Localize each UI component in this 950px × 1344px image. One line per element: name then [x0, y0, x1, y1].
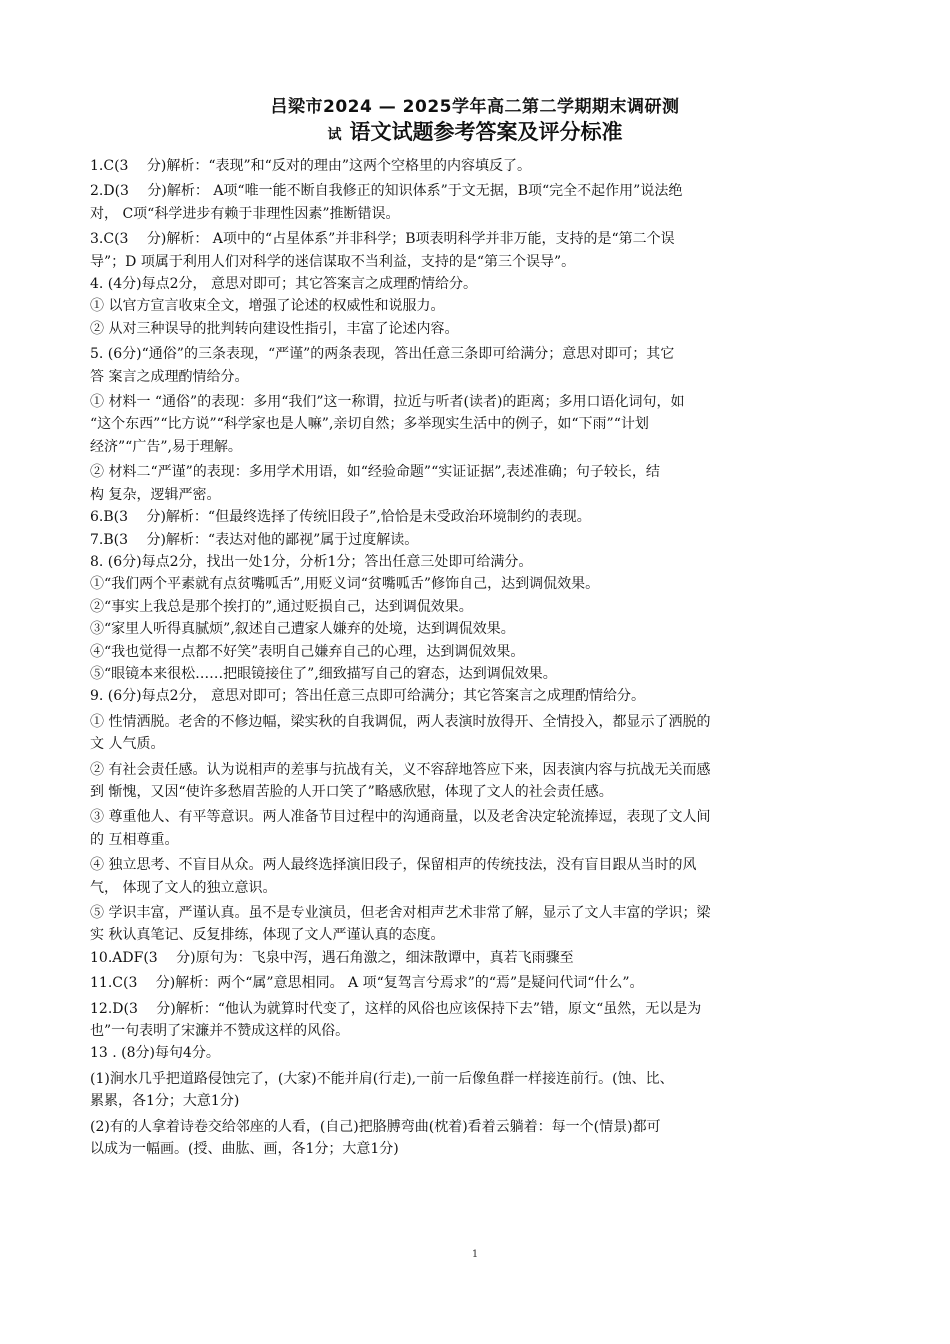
answer-line: 导”；D 项属于利用人们对科学的迷信谋取不当利益，支持的是“第三个误导”。 [90, 253, 576, 270]
answer-line: 累累，各1分；大意1分) [90, 1093, 240, 1110]
page-number: 1 [471, 1249, 479, 1260]
answer-line: ②“事实上我总是那个挨打的”,通过贬损自己，达到调侃效果。 [90, 598, 473, 615]
answer-line: 经济”“广告”,易于理解。 [90, 438, 242, 455]
document-title-line1: 吕梁市2024 — 2025学年高二第二学期期末调研测 [270, 97, 680, 117]
answer-line: 的 互相尊重。 [90, 831, 179, 848]
answer-line: 实 秋认真笔记、反复排练，体现了文人严谨认真的态度。 [90, 927, 445, 944]
answer-line: ④“我也觉得一点都不好笑”表明自己嫌弃自己的心理，达到调侃效果。 [90, 643, 525, 660]
answer-line: 对， C项“科学进步有赖于非理性因素”推断错误。 [90, 205, 400, 222]
answer-line: 5. (6分)“通俗”的三条表现，“严谨”的两条表现，答出任意三条即可给满分；意思对即可；其它 [90, 346, 675, 363]
answer-line: ① 性情洒脱。老舍的不修边幅，梁实秋的自我调侃，两人表演时放得开、全情投入，都显示了洒脱的 [90, 713, 711, 730]
answer-line: ③“家里人听得真腻烦”,叙述自己遭家人嫌弃的处境，达到调侃效果。 [90, 621, 515, 638]
answer-line: 4. (4分)每点2分， 意思对即可；其它答案言之成理酌情给分。 [90, 276, 477, 293]
answer-line: 8. (6分)每点2分，找出一处1分，分析1分；答出任意三处即可给满分。 [90, 553, 533, 570]
answer-line: ①“我们两个平素就有点贫嘴呱舌”,用贬义词“贫嘴呱舌”修饰自己，达到调侃效果。 [90, 576, 600, 593]
answer-content [90, 155, 860, 1160]
answer-line: (2)有的人拿着诗卷交给邻座的人看，(自己)把胳膊弯曲(枕着)看着云躺着：每一个(情景)都可 [90, 1118, 661, 1135]
title-line2-prefix: 试 [327, 127, 342, 143]
answer-line: 也”一句表明了宋濂并不赞成这样的风俗。 [90, 1023, 350, 1040]
answer-line: “这个东西”“比方说”“科学家也是人嘛”,亲切自然；多举现实生活中的例子，如“下雨”“计划 [90, 416, 649, 433]
answer-line: 13 . (8分)每句4分。 [90, 1045, 220, 1062]
answer-line: 2.D(3 分)解析： A项“唯一能不断自我修正的知识体系”于文无据，B项“完全不起作用”说法绝 [90, 183, 683, 200]
answer-line: 答 案言之成理酌情给分。 [90, 368, 249, 385]
answer-line: ② 有社会责任感。认为说相声的差事与抗战有关，义不容辞地答应下来，因表演内容与抗战无关而感 [90, 761, 711, 778]
answer-line: 以成为一幅画。(授、曲肱、画，各1分；大意1分) [90, 1141, 399, 1158]
answer-line: 1.C(3 分)解析：“表现”和“反对的理由”这两个空格里的内容填反了。 [90, 158, 531, 174]
document-title-line2 [0, 116, 950, 146]
answer-line: ③ 尊重他人、有平等意识。两人准备节目过程中的沟通商量，以及老舍决定轮流捧逗，表现了文人间 [90, 809, 711, 826]
answer-line: ① 以官方宣言收束全文，增强了论述的权威性和说服力。 [90, 298, 445, 315]
answer-line: 3.C(3 分)解析： A项中的“占星体系”并非科学；B项表明科学并非万能，支持的是“第二个误 [90, 231, 675, 248]
answer-line: 10.ADF(3 分)原句为：飞泉中泻，遇石角激之，细沫散谭中，真若飞雨骤至 [90, 949, 574, 966]
answer-line: ⑤ 学识丰富，严谨认真。虽不是专业演员，但老舍对相声艺术非常了解，显示了文人丰富的学识；梁 [90, 905, 711, 921]
answer-line: ① 材料一 “通俗”的表现：多用“我们”这一称谓，拉近与听者(读者)的距离；多用口语化词句，如 [90, 394, 685, 411]
answer-line: ② 材料二“严谨”的表现：多用学术用语，如“经验命题”“实证证据”,表述准确；句子较长，结 [90, 464, 660, 481]
answer-line: ④ 独立思考、不盲目从众。两人最终选择演旧段子，保留相声的传统技法，没有盲目跟从当时的风 [90, 857, 697, 874]
answer-line: 6.B(3 分)解析：“但最终选择了传统旧段子”,恰恰是未受政治环境制约的表现。 [90, 509, 591, 526]
answer-line: 到 惭愧，又因“使许多愁眉苦脸的人开口笑了”略感欣慰，体现了文人的社会责任感。 [90, 783, 613, 800]
answer-line: 文 人气质。 [90, 736, 165, 753]
answer-line: 构 复杂，逻辑严密。 [90, 486, 221, 503]
answer-line: ⑤“眼镜本来很松……把眼镜接住了”,细致描写自己的窘态，达到调侃效果。 [90, 665, 557, 682]
answer-line: 9. (6分)每点2分， 意思对即可；答出任意三点即可给满分；其它答案言之成理酌情给分。 [90, 688, 645, 705]
answer-line: 气， 体现了文人的独立意识。 [90, 879, 277, 896]
answer-line: 7.B(3 分)解析：“表达对他的鄙视”属于过度解读。 [90, 531, 419, 548]
answer-line: ② 从对三种误导的批判转向建设性指引，丰富了论述内容。 [90, 320, 459, 337]
answer-line: 11.C(3 分)解析：两个“属”意思相同。 A 项“复驾言兮焉求”的“焉”是疑问代词“什么”。 [90, 975, 644, 992]
answer-line: (1)涧水几乎把道路侵蚀完了，(大家)不能并肩(行走),一前一后像鱼群一样接连前行。(蚀、比、 [90, 1070, 674, 1087]
title-line2-main: 语文试题参考答案及评分标准 [349, 120, 623, 144]
answer-line: 12.D(3 分)解析：“他认为就算时代变了，这样的风俗也应该保持下去”错，原文“虽然，无以是为 [90, 1000, 702, 1017]
